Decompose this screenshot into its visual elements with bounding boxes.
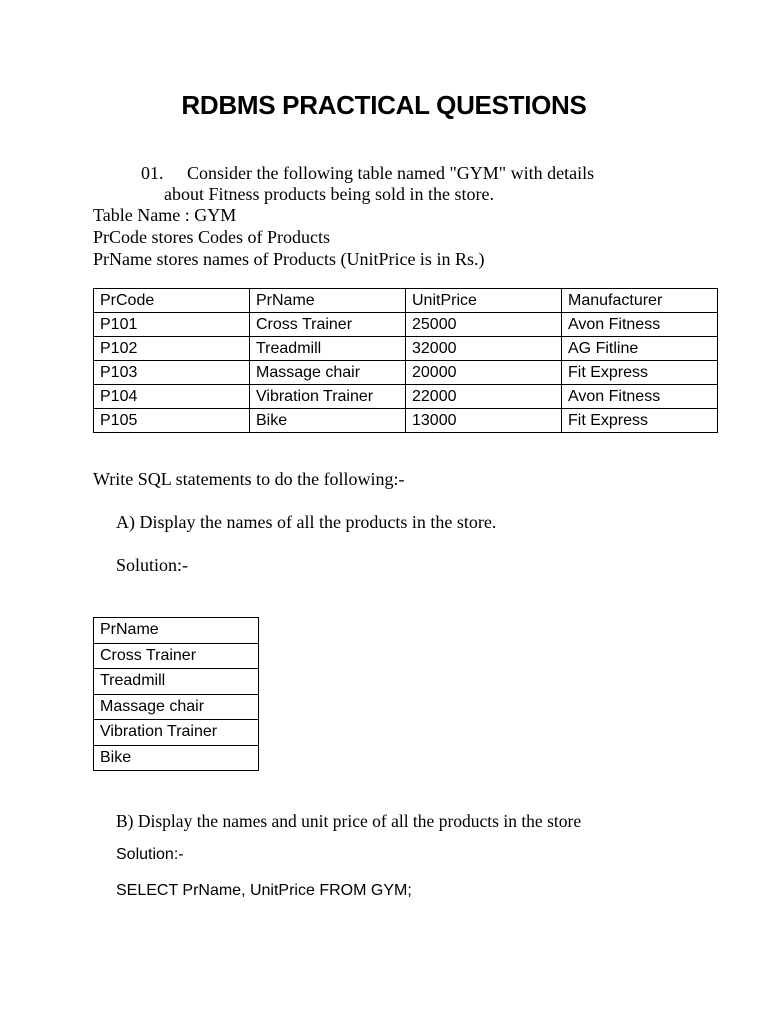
instructions-text: Write SQL statements to do the following:- — [93, 469, 405, 489]
table-row — [94, 669, 259, 695]
question-1-text-line-1: Consider the following table named "GYM" with details — [187, 163, 595, 183]
table-cell: Avon Fitness — [562, 313, 718, 337]
table-cell: Bike — [250, 409, 406, 433]
table-header-row — [94, 289, 718, 313]
table-cell: Bike — [94, 745, 259, 771]
table-cell: Treadmill — [250, 337, 406, 361]
part-b-sql-statement: SELECT PrName, UnitPrice FROM GYM; — [116, 882, 412, 899]
result-table — [93, 617, 259, 771]
question-1-line-1 — [141, 163, 594, 184]
header-cell: UnitPrice — [406, 289, 562, 313]
table-cell: AG Fitline — [562, 337, 718, 361]
table-row — [94, 409, 718, 433]
table-header-row — [94, 618, 259, 644]
table-row — [94, 337, 718, 361]
question-1-text-line-2: about Fitness products being sold in the store. — [164, 184, 494, 204]
table-row — [94, 720, 259, 746]
table-cell: Massage chair — [94, 694, 259, 720]
page-title: RDBMS PRACTICAL QUESTIONS — [181, 90, 587, 120]
table-cell: Avon Fitness — [562, 385, 718, 409]
table-cell: P101 — [94, 313, 250, 337]
table-cell: Massage chair — [250, 361, 406, 385]
table-cell: P104 — [94, 385, 250, 409]
table-cell: Treadmill — [94, 669, 259, 695]
table-row — [94, 643, 259, 669]
table-row — [94, 361, 718, 385]
table-row — [94, 694, 259, 720]
table-cell: 13000 — [406, 409, 562, 433]
header-cell: PrName — [250, 289, 406, 313]
table-cell: 22000 — [406, 385, 562, 409]
table-cell: P105 — [94, 409, 250, 433]
header-cell: PrName — [94, 618, 259, 644]
table-name-line: Table Name : GYM — [93, 205, 237, 225]
table-cell: 32000 — [406, 337, 562, 361]
table-cell: P102 — [94, 337, 250, 361]
table-cell: Vibration Trainer — [250, 385, 406, 409]
table-cell: 25000 — [406, 313, 562, 337]
header-cell: Manufacturer — [562, 289, 718, 313]
table-cell: Cross Trainer — [94, 643, 259, 669]
part-a-solution-label: Solution:- — [116, 555, 189, 575]
table-cell: Fit Express — [562, 361, 718, 385]
header-cell: PrCode — [94, 289, 250, 313]
part-b-solution-label: Solution:- — [116, 846, 184, 863]
table-cell: Fit Express — [562, 409, 718, 433]
table-cell: P103 — [94, 361, 250, 385]
gym-table — [93, 288, 718, 433]
part-a-text: A) Display the names of all the products in the store. — [116, 512, 497, 532]
table-cell: Vibration Trainer — [94, 720, 259, 746]
table-row — [94, 745, 259, 771]
prcode-note: PrCode stores Codes of Products — [93, 227, 330, 247]
part-b-text: B) Display the names and unit price of all the products in the store — [116, 811, 582, 831]
prname-note: PrName stores names of Products (UnitPrice is in Rs.) — [93, 249, 485, 269]
question-number: 01. — [141, 163, 164, 183]
table-row — [94, 313, 718, 337]
table-cell: Cross Trainer — [250, 313, 406, 337]
table-row — [94, 385, 718, 409]
table-cell: 20000 — [406, 361, 562, 385]
